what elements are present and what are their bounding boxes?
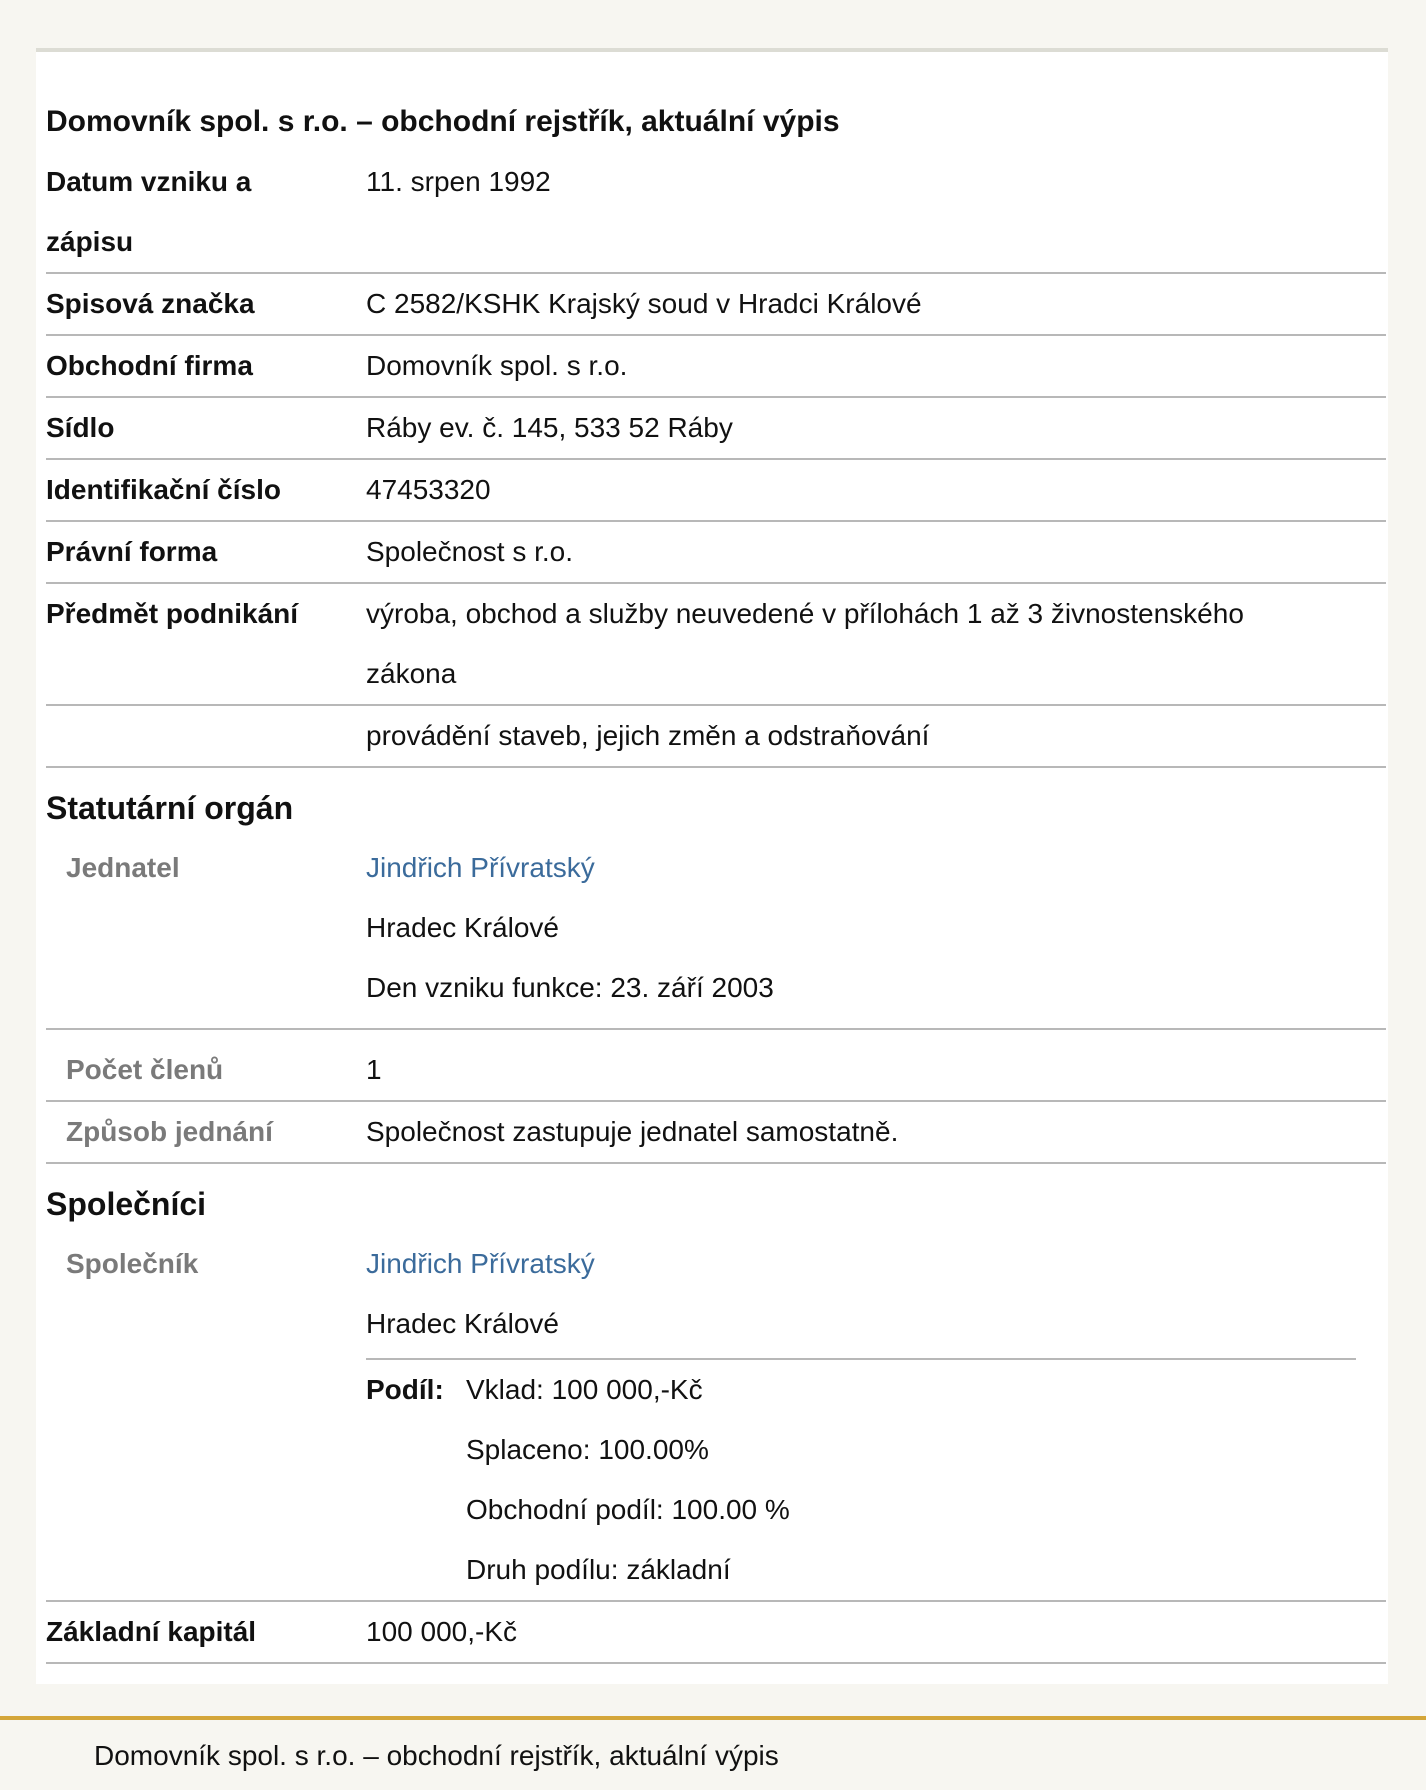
row-datum xyxy=(46,152,1386,273)
value-pocet: 1 xyxy=(366,1029,1386,1101)
share-druh: Druh podílu: základní xyxy=(466,1554,731,1585)
value-forma: Společnost s r.o. xyxy=(366,521,1386,583)
value-spolecnik xyxy=(366,1234,1386,1601)
label-ico: Identifikační číslo xyxy=(46,459,366,521)
row-pocet xyxy=(46,1029,1386,1101)
value-predmet-2: provádění staveb, jejich změn a odstraňování xyxy=(366,705,1386,767)
footer-text: Domovník spol. s r.o. – obchodní rejstřík, aktuální výpis xyxy=(94,1740,779,1771)
jednatel-since: Den vzniku funkce: 23. září 2003 xyxy=(366,972,774,1003)
value-ico: 47453320 xyxy=(366,459,1386,521)
value-kapital: 100 000,-Kč xyxy=(366,1601,1386,1663)
jednatel-link[interactable]: Jindřich Přívratský xyxy=(366,852,595,883)
label-zpusob: Způsob jednání xyxy=(46,1101,366,1163)
spolecnik-city: Hradec Králové xyxy=(366,1308,559,1339)
label-pocet: Počet členů xyxy=(46,1029,366,1101)
label-jednatel: Jednatel xyxy=(46,838,366,1029)
row-spolecnik xyxy=(46,1234,1386,1601)
heading-statutarni: Statutární orgán xyxy=(46,790,294,826)
share-values xyxy=(466,1360,790,1600)
registry-card xyxy=(36,52,1388,1684)
heading-spolecnici: Společníci xyxy=(46,1186,207,1222)
value-jednatel xyxy=(366,838,1386,1029)
share-block xyxy=(366,1360,1386,1600)
label-sidlo: Sídlo xyxy=(46,397,366,459)
row-zpusob xyxy=(46,1101,1386,1163)
section-statutarni xyxy=(46,767,1386,838)
share-label: Podíl: xyxy=(366,1374,444,1405)
value-zpusob: Společnost zastupuje jednatel samostatně. xyxy=(366,1101,1386,1163)
label-spisova: Spisová značka xyxy=(46,273,366,335)
share-splaceno: Splaceno: 100.00% xyxy=(466,1434,709,1465)
row-firma xyxy=(46,335,1386,397)
label-kapital: Základní kapitál xyxy=(46,1601,366,1663)
value-datum: 11. srpen 1992 xyxy=(366,152,1386,273)
page-title: Domovník spol. s r.o. – obchodní rejstřík, aktuální výpis xyxy=(46,105,840,138)
row-kapital xyxy=(46,1601,1386,1663)
label-datum: Datum vzniku a zápisu xyxy=(46,152,366,273)
row-ico xyxy=(46,459,1386,521)
row-predmet-1 xyxy=(46,583,1386,705)
section-spolecnici xyxy=(46,1163,1386,1234)
spolecnik-link[interactable]: Jindřich Přívratský xyxy=(366,1248,595,1279)
row-predmet-2 xyxy=(46,705,1386,767)
label-predmet: Předmět podnikání xyxy=(46,583,366,705)
value-firma: Domovník spol. s r.o. xyxy=(366,335,1386,397)
value-predmet-1: výroba, obchod a služby neuvedené v přílohách 1 až 3 živnostenského zákona xyxy=(366,583,1386,705)
label-forma: Právní forma xyxy=(46,521,366,583)
value-spisova: C 2582/KSHK Krajský soud v Hradci Králové xyxy=(366,273,1386,335)
label-firma: Obchodní firma xyxy=(46,335,366,397)
share-obchodni: Obchodní podíl: 100.00 % xyxy=(466,1494,790,1525)
row-spisova xyxy=(46,273,1386,335)
registry-table xyxy=(46,152,1386,1664)
row-jednatel xyxy=(46,838,1386,1029)
share-vklad: Vklad: 100 000,-Kč xyxy=(466,1374,703,1405)
footer-divider xyxy=(0,1716,1426,1720)
row-forma xyxy=(46,521,1386,583)
row-sidlo xyxy=(46,397,1386,459)
jednatel-city: Hradec Králové xyxy=(366,912,559,943)
label-spolecnik: Společník xyxy=(46,1234,366,1601)
value-sidlo: Ráby ev. č. 145, 533 52 Ráby xyxy=(366,397,1386,459)
